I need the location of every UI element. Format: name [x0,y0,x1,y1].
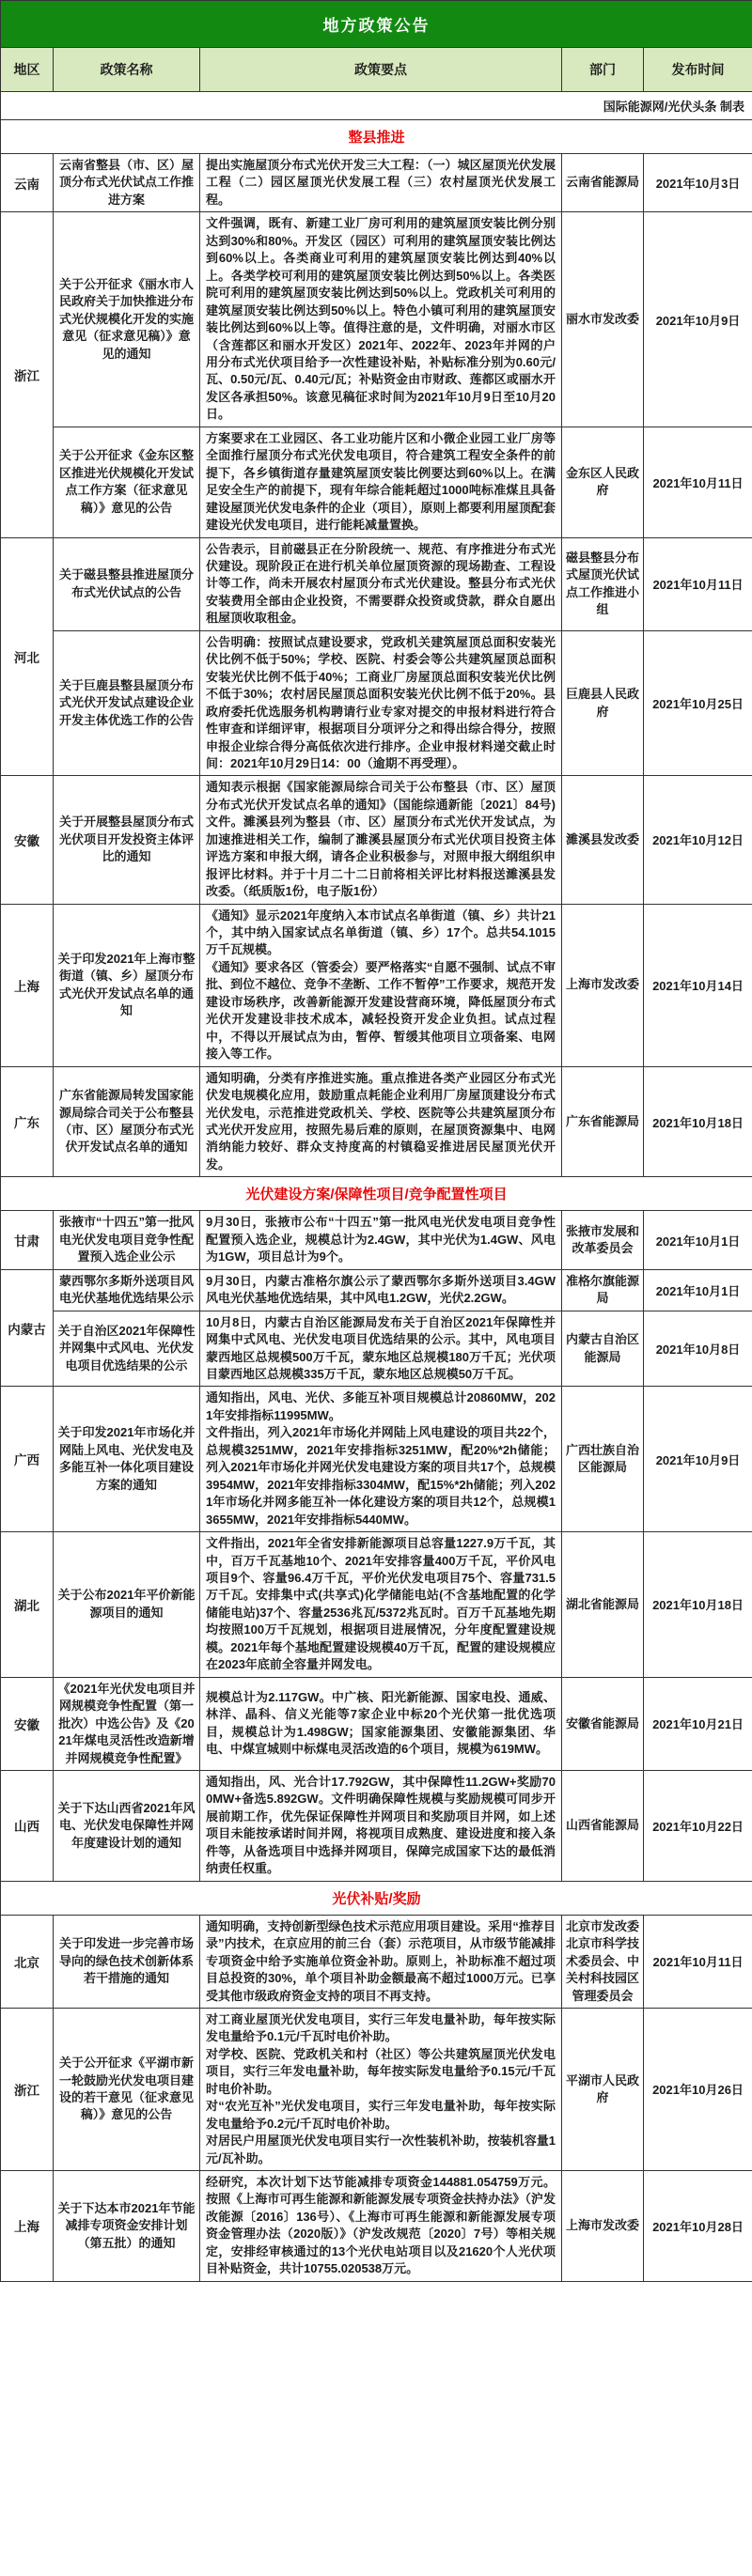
department-cell: 安徽省能源局 [562,1677,644,1770]
policy-row [1,1066,752,1177]
region-cell: 浙江 [1,212,54,537]
policy-row [1,212,752,427]
policy-points-cell [200,776,562,904]
col-header-policy-points: 政策要点 [200,48,562,92]
policy-points-cell [200,904,562,1066]
policy-points-cell [200,212,562,427]
col-header-policy-name: 政策名称 [54,48,200,92]
policy-name-cell: 关于印发2021年市场化并网陆上风电、光伏发电及多能互补一体化项目建设方案的通知 [54,1387,200,1532]
policy-point-paragraph: 对学校、医院、党政机关和村（社区）等公共建筑屋顶光伏发电项目，实行三年发电量补助，每年按实际发电量给予0.15元/千瓦时电价补助。 [206,2046,556,2096]
department-cell: 上海市发改委 [562,904,644,1066]
policy-row [1,1269,752,1311]
policy-row [1,904,752,1066]
policy-name-cell: 张掖市“十四五”第一批风电光伏发电项目竞争性配置预入选企业公示 [54,1211,200,1269]
policy-point-paragraph: 对“农光互补”光伏发电项目，实行三年发电量补助，每年按实际发电量给予0.2元/千瓦时电价补助。 [206,2099,556,2131]
policy-name-cell: 蒙西鄂尔多斯外送项目风电光伏基地优选结果公示 [54,1269,200,1311]
section-header-row [1,1177,752,1211]
publish-date-cell: 2021年10月18日 [644,1532,752,1678]
policy-name-cell: 《2021年光伏发电项目并网规模竞争性配置（第一批次）中选公告》及《2021年煤电灵活性改造新增并网规模竞争性配置》 [54,1677,200,1770]
region-cell: 甘肃 [1,1211,54,1269]
section-header-row [1,1881,752,1915]
credit-row [1,92,752,120]
publish-date-cell: 2021年10月11日 [644,1915,752,2008]
region-cell: 山西 [1,1770,54,1881]
policy-points-cell [200,1770,562,1881]
department-cell: 平湖市人民政府 [562,2008,644,2170]
region-cell: 湖北 [1,1532,54,1678]
policy-row [1,537,752,630]
policy-point-paragraph: 9月30日，内蒙古准格尔旗公示了蒙西鄂尔多斯外送项目3.4GW风电光伏基地优选结果，其中风电1.2GW，光伏2.2GW。 [206,1273,556,1306]
policy-points-cell [200,1311,562,1387]
policy-point-paragraph: 通知明确，支持创新型绿色技术示范应用项目建设。采用“推荐目录”内技术，在京应用的前三台（套）示范项目，从市级节能减排专项资金中给予实施单位资金补助。原则上，补助标准不超过项目总投资的30%，单个项目补助金额最高不超过1000万元。已享受其他市级政府资金支持的项目不再支持。 [206,1918,556,2003]
department-cell: 张掖市发展和改革委员会 [562,1211,644,1269]
section-heading: 整县推进 [1,120,752,154]
policy-name-cell: 广东省能源局转发国家能源局综合司关于公布整县（市、区）屋顶分布式光伏开发试点名单的通知 [54,1066,200,1177]
policy-name-cell: 关于印发2021年上海市整街道（镇、乡）屋顶分布式光伏开发试点名单的通知 [54,904,200,1066]
policy-points-cell [200,1532,562,1678]
department-cell: 上海市发改委 [562,2171,644,2282]
title-row [1,1,752,48]
department-cell: 广西壮族自治区能源局 [562,1387,644,1532]
policy-point-paragraph: 规模总计为2.117GW。中广核、阳光新能源、国家电投、通威、林洋、晶科、信义光能等7家企业中标20个光伏第一批优选项目，规模总计为1.498GW；国家能源集团、安徽能源集团、华电、中煤宣城则中标煤电灵活改造的6个项目，规模为619MW。 [206,1689,556,1757]
region-cell: 河北 [1,537,54,776]
policy-row [1,1311,752,1387]
publish-date-cell: 2021年10月8日 [644,1311,752,1387]
section-heading: 光伏补贴/奖励 [1,1881,752,1915]
department-cell: 广东省能源局 [562,1066,644,1177]
policy-name-cell: 关于磁县整县推进屋顶分布式光伏试点的公告 [54,537,200,630]
department-cell: 内蒙古自治区能源局 [562,1311,644,1387]
region-cell: 云南 [1,154,54,212]
policy-name-cell: 关于公开征求《金东区整区推进光伏规模化开发试点工作方案（征求意见稿）》意见的公告 [54,427,200,537]
region-cell: 安徽 [1,1677,54,1770]
policy-name-cell: 关于自治区2021年保障性并网集中式风电、光伏发电项目优选结果的公示 [54,1311,200,1387]
region-cell: 上海 [1,2171,54,2282]
column-header-row [1,48,752,92]
policy-row [1,1387,752,1532]
policy-row [1,1532,752,1678]
policy-point-paragraph: 《通知》要求各区（管委会）要严格落实“自愿不强制、试点不审批、到位不越位、竞争不垄断、工作不暂停”工作要求，规范开发建设市场秩序，改善新能源开发建设营商环境，降低屋顶分布式光伏开发建设非技术成本，减轻投资开发企业负担。试点过程中，不得以开展试点为由，暂停、暂缓其他项目立项备案、电网接入等工作。 [206,959,556,1062]
policy-points-cell [200,2008,562,2170]
policy-point-paragraph: 提出实施屋顶分布式光伏开发三大工程：（一）城区屋顶光伏发展工程（二）园区屋顶光伏发展工程（三）农村屋顶光伏发展工程。 [206,158,556,207]
publish-date-cell: 2021年10月28日 [644,2171,752,2282]
policy-name-cell: 关于下达山西省2021年风电、光伏发电保障性并网年度建设计划的通知 [54,1770,200,1881]
section-header-row [1,120,752,154]
policy-row [1,1211,752,1269]
policy-points-cell [200,1269,562,1311]
policy-points-cell [200,1211,562,1269]
publish-date-cell: 2021年10月26日 [644,2008,752,2170]
policy-point-paragraph: 通知明确，分类有序推进实施。重点推进各类产业园区分布式光伏发电规模化应用，鼓励重点耗能企业利用厂房屋顶建设分布式光伏发电，示范推进党政机关、学校、医院等公共建筑屋顶分布式光伏开发应用，按照先易后难的原则，在屋顶资源集中、电网消纳能力较好、群众支持度高的村镇稳妥推进居民屋顶光伏开发。 [206,1070,556,1172]
policy-points-cell [200,2171,562,2282]
col-header-department: 部门 [562,48,644,92]
region-cell: 广西 [1,1387,54,1532]
policy-points-cell [200,537,562,630]
policy-point-paragraph: 10月8日，内蒙古自治区能源局发布关于自治区2021年保障性并网集中式风电、光伏发电项目优选结果的公示。其中，风电项目蒙西地区总规模500万千瓦，蒙东地区总规模180万千瓦；光伏项目蒙西地区总规模335万千瓦，蒙东地区总规模50万千瓦。 [206,1314,556,1381]
credit-line: 国际能源网/光伏头条 制表 [1,92,752,120]
publish-date-cell: 2021年10月1日 [644,1269,752,1311]
policy-name-cell: 关于印发进一步完善市场导向的绿色技术创新体系若干措施的通知 [54,1915,200,2008]
policy-point-paragraph: 对工商业屋顶光伏发电项目，实行三年发电量补助，每年按实际发电量给予0.1元/千瓦时电价补助。 [206,2011,556,2044]
policy-points-cell [200,630,562,776]
department-cell: 云南省能源局 [562,154,644,212]
publish-date-cell: 2021年10月22日 [644,1770,752,1881]
policy-point-paragraph: 对居民户用屋顶光伏发电项目实行一次性装机补助，按装机容量1元/瓦补助。 [206,2134,556,2165]
publish-date-cell: 2021年10月12日 [644,776,752,904]
policy-point-paragraph: 《通知》显示2021年度纳入本市试点名单街道（镇、乡）共计21个，其中纳入国家试点名单街道（镇、乡）17个。总共54.1015万千瓦规模。 [206,908,556,957]
policy-points-cell [200,1677,562,1770]
policy-point-paragraph: 经研究，本次计划下达节能减排专项资金144881.054759万元。按照《上海市可再生能源和新能源发展专项资金扶持办法》（沪发改能源〔2016〕136号）、《上海市可再生能源和新能源发展专项资金管理办法（2020版）》（沪发改规范〔2020〕7号）等相关规定，安排经审核通过的13个光伏电站项目以及21620个人光伏项目补贴资金，共计10755.020538万元。 [206,2175,556,2276]
policy-row [1,1677,752,1770]
publish-date-cell: 2021年10月1日 [644,1211,752,1269]
publish-date-cell: 2021年10月9日 [644,1387,752,1532]
department-cell: 磁县整县分布式屋顶光伏试点工作推进小组 [562,537,644,630]
policy-point-paragraph: 文件指出，列入2021年市场化并网陆上风电建设的项目共22个，总规模3251MW，2021年安排指标3251MW，配20%*2h储能；列入2021年市场化并网光伏发电建设方案的项目共17个，总规模3954MW，2021年安排指标3304MW，配15%*2h储能；列入2021年市场化并网多能互补一体化建设方案的项目共12个，总规模13655MW，2021年安排指标5440MW。 [206,1425,556,1527]
region-cell: 内蒙古 [1,1269,54,1387]
policy-points-cell [200,1066,562,1177]
department-cell: 濉溪县发改委 [562,776,644,904]
policy-row [1,630,752,776]
publish-date-cell: 2021年10月25日 [644,630,752,776]
publish-date-cell: 2021年10月9日 [644,212,752,427]
publish-date-cell: 2021年10月11日 [644,537,752,630]
policy-point-paragraph: 通知指出，风、光合计17.792GW，其中保障性11.2GW+奖励700MW+备选5.892GW。文件明确保障性规模与奖励规模可同步开展前期工作，优先保证保障性并网项目和奖励项目并网，如上述项目未能按承诺时间并网，将视项目成熟度、建设进度和接入条件等，从备选项目中选择并网项目，保障完成国家下达的最低消纳责任权重。 [206,1774,556,1876]
department-cell: 山西省能源局 [562,1770,644,1881]
department-cell: 金东区人民政府 [562,427,644,537]
policy-row [1,776,752,904]
policy-name-cell: 关于下达本市2021年节能减排专项资金安排计划（第五批）的通知 [54,2171,200,2282]
region-cell: 安徽 [1,776,54,904]
policy-point-paragraph: 文件指出，2021年全省安排新能源项目总容量1227.9万千瓦，其中，百万千瓦基地10个、2021年安排容量400万千瓦，平价风电项目9个、容量96.4万千瓦，平价光伏发电项目75个、容量731.5万千瓦。安排集中式(共享式)化学储能电站(不含基地配置的化学储能电站)37个、容量2536兆瓦/5372兆瓦时。百万千瓦基地先期均按照100万千瓦规划，根据项目进展情况，分年度配置建设规模。2021年每个基地配置建设规模40万千瓦，配置的建设规模应在2023年底前全容量并网发电。 [206,1536,556,1672]
policy-row [1,427,752,537]
policy-points-cell [200,1915,562,2008]
publish-date-cell: 2021年10月21日 [644,1677,752,1770]
policy-name-cell: 关于巨鹿县整县屋顶分布式光伏开发试点建设企业开发主体优选工作的公告 [54,630,200,776]
policy-row [1,2171,752,2282]
policy-row [1,1915,752,2008]
region-cell: 上海 [1,904,54,1066]
department-cell: 湖北省能源局 [562,1532,644,1678]
policy-name-cell: 关于公布2021年平价新能源项目的通知 [54,1532,200,1678]
policy-point-paragraph: 9月30日，张掖市公布“十四五”第一批风电光伏发电项目竞争性配置预入选企业，规模总计为2.4GW，其中光伏为1.4GW、风电为1GW，项目总计为9个。 [206,1215,556,1265]
col-header-publish-date: 发布时间 [644,48,752,92]
policy-point-paragraph: 文件强调，既有、新建工业厂房可利用的建筑屋顶安装比例分别达到30%和80%。开发区（园区）可利用的建筑屋顶安装比例达到60%以上。各类商业可利用的建筑屋顶安装比例达到40%以上。各类学校可利用的建筑屋顶安装比例达到50%以上。各类医院可利用的建筑屋顶安装比例达到50%以上。党政机关可利用的建筑屋顶安装比例达到50%以上。特色小镇可利用的建筑屋顶安装比例达到60%以上等。值得注意的是，文件明确，对丽水市区（含莲都区和丽水开发区）2021年、2022年、2023年并网的户用分布式光伏项目给予一次性建设补贴，补贴标准分别为0.60元/瓦、0.50元/瓦、0.40元/瓦；补贴资金由市财政、莲都区或丽水开发区各承担50%。该意见稿征求时间为2021年10月9日至10月20日。 [206,216,556,422]
policy-table-body [1,120,752,2282]
publish-date-cell: 2021年10月18日 [644,1066,752,1177]
section-heading: 光伏建设方案/保障性项目/竞争配置性项目 [1,1177,752,1211]
policy-name-cell: 关于公开征求《丽水市人民政府关于加快推进分布式光伏规模化开发的实施意见（征求意见稿）》意见的通知 [54,212,200,427]
region-cell: 浙江 [1,2008,54,2170]
region-cell: 广东 [1,1066,54,1177]
policy-point-paragraph: 方案要求在工业园区、各工业功能片区和小微企业园工业厂房等全面推行屋顶分布式光伏发电项目，符合建筑工程安全条件的前提下，各乡镇街道存量建筑屋顶安装比例要达到60%以上。在满足安全生产的前提下，现有年综合能耗超过1000吨标准煤且具备建设屋顶光伏发电条件的企业（项目），原则上都要利用屋顶配套建设光伏发电项目，进行能耗减量置换。 [206,430,556,533]
policy-row [1,154,752,212]
publish-date-cell: 2021年10月11日 [644,427,752,537]
policy-row [1,2008,752,2170]
publish-date-cell: 2021年10月14日 [644,904,752,1066]
publish-date-cell: 2021年10月3日 [644,154,752,212]
policy-name-cell: 关于公开征求《平湖市新一轮鼓励光伏发电项目建设的若干意见（征求意见稿）》意见的公告 [54,2008,200,2170]
policy-point-paragraph: 通知指出，风电、光伏、多能互补项目规模总计20860MW，2021年安排指标11995MW。 [206,1390,556,1422]
policy-row [1,1770,752,1881]
department-cell: 丽水市发改委 [562,212,644,427]
policy-points-cell [200,1387,562,1532]
policy-point-paragraph: 公告明确：按照试点建设要求，党政机关建筑屋顶总面积安装光伏比例不低于50%；学校、医院、村委会等公共建筑屋顶总面积安装光伏比例不低于40%；工商业厂房屋顶总面积安装光伏比例不低于30%；农村居民屋顶总面积安装光伏比例不低于20%。县政府委托优选服务机构聘请行业专家对提交的申报材料进行符合性审查和详细评审，根据项目分项评分之和得出综合得分，按照申报企业综合得分高低依次进行排序。企业申报材料递交截止时间：2021年10月29日14：00（逾期不再受理）。 [206,634,556,770]
policy-name-cell: 关于开展整县屋顶分布式光伏项目开发投资主体评比的通知 [54,776,200,904]
col-header-region: 地区 [1,48,54,92]
page-title: 地方政策公告 [1,1,752,48]
policy-points-cell [200,154,562,212]
policy-point-paragraph: 公告表示，目前磁县正在分阶段统一、规范、有序推进分布式光伏建设。现阶段正在进行机关单位屋顶资源的现场勘查、工程设计等工作，尚未开展农村屋顶分布式光伏建设。整县分布式光伏安装费用全部由企业投资，不需要群众投资或贷款，群众自愿出租屋顶收取租金。 [206,541,556,626]
policy-name-cell: 云南省整县（市、区）屋顶分布式光伏试点工作推进方案 [54,154,200,212]
department-cell: 巨鹿县人民政府 [562,630,644,776]
department-cell: 北京市发改委 北京市科学技术委员会、中关村科技园区管理委员会 [562,1915,644,2008]
region-cell: 北京 [1,1915,54,2008]
policy-point-paragraph: 通知表示根据《国家能源局综合司关于公布整县（市、区）屋顶分布式光伏开发试点名单的通知》（国能综通新能〔2021〕84号)文件。濉溪县列为整县（市、区）屋顶分布式光伏开发试点，为加速推进相关工作，编制了濉溪县屋顶分布式光伏项目投资主体评选方案和申报大纲，请各企业积极参与，对照申报大纲组织申报评比材料。并于十月二十二日前将相关评比材料报送濉溪县发改委。（纸质版1份，电子版1份） [206,780,556,899]
policy-points-cell [200,427,562,537]
department-cell: 准格尔旗能源局 [562,1269,644,1311]
